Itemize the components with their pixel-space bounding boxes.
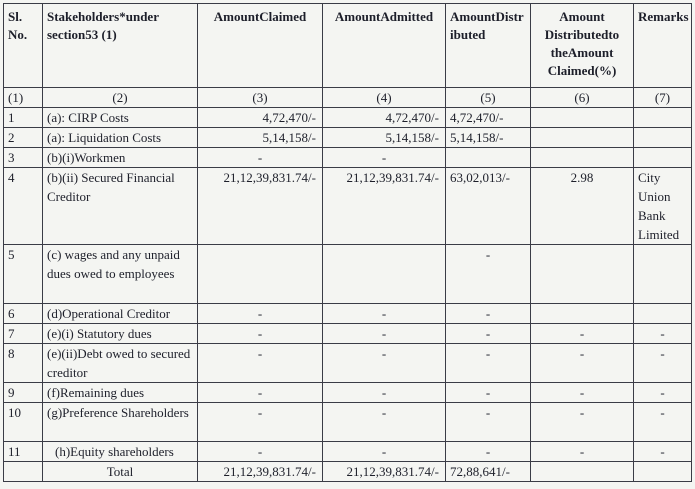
row-remarks: - <box>634 383 692 403</box>
row-remarks <box>634 108 692 128</box>
row-pct-distributed <box>531 108 634 128</box>
row-amount-claimed: 4,72,470/- <box>198 108 323 128</box>
row-pct-distributed <box>531 304 634 324</box>
row-pct-distributed: - <box>531 383 634 403</box>
table-row <box>4 168 692 245</box>
row-amount-admitted: - <box>323 403 446 442</box>
row-amount-claimed: - <box>198 304 323 324</box>
row-amount-admitted: - <box>323 304 446 324</box>
row-stakeholder: (b)(ii) Secured Financial Creditor <box>43 168 198 245</box>
row-amount-claimed: - <box>198 383 323 403</box>
row-amount-admitted: - <box>323 324 446 344</box>
table-row <box>4 304 692 324</box>
row-amount-distributed: - <box>446 344 531 383</box>
row-pct-distributed: - <box>531 403 634 442</box>
row-stakeholder: (d)Operational Creditor <box>43 304 198 324</box>
row-sl-no: 5 <box>4 245 43 304</box>
row-sl-no: 11 <box>4 442 43 462</box>
row-pct-distributed: - <box>531 344 634 383</box>
header-sl-no: Sl. No. <box>4 4 43 88</box>
row-sl-no: 9 <box>4 383 43 403</box>
row-amount-admitted: - <box>323 148 446 168</box>
row-stakeholder: (f)Remaining dues <box>43 383 198 403</box>
row-amount-distributed: - <box>446 245 531 304</box>
row-amount-claimed: - <box>198 344 323 383</box>
row-sl-no: 10 <box>4 403 43 442</box>
row-amount-admitted: 4,72,470/- <box>323 108 446 128</box>
total-remarks <box>634 462 692 482</box>
row-remarks: - <box>634 324 692 344</box>
column-number: (5) <box>446 88 531 108</box>
table-row <box>4 383 692 403</box>
total-admitted: 21,12,39,831.74/- <box>323 462 446 482</box>
distribution-table-container <box>3 3 691 482</box>
table-row <box>4 245 692 304</box>
table-row <box>4 324 692 344</box>
column-number: (6) <box>531 88 634 108</box>
row-remarks: - <box>634 344 692 383</box>
row-pct-distributed: 2.98 <box>531 168 634 245</box>
row-remarks: - <box>634 403 692 442</box>
header-amount-distributed: AmountDistributed <box>446 4 531 88</box>
row-sl-no: 4 <box>4 168 43 245</box>
header-amount-admitted: AmountAdmitted <box>323 4 446 88</box>
row-sl-no: 8 <box>4 344 43 383</box>
row-amount-claimed: 21,12,39,831.74/- <box>198 168 323 245</box>
column-number: (2) <box>43 88 198 108</box>
total-label: Total <box>43 462 198 482</box>
row-amount-claimed: - <box>198 442 323 462</box>
row-remarks <box>634 304 692 324</box>
row-stakeholder: (a): Liquidation Costs <box>43 128 198 148</box>
row-amount-admitted: - <box>323 344 446 383</box>
column-number: (3) <box>198 88 323 108</box>
header-remarks: Remarks <box>634 4 692 88</box>
row-amount-distributed: - <box>446 304 531 324</box>
row-pct-distributed <box>531 128 634 148</box>
row-sl-no: 1 <box>4 108 43 128</box>
row-amount-admitted: - <box>323 442 446 462</box>
row-amount-claimed: - <box>198 403 323 442</box>
header-pct-distributed: Amount Distributedto theAmount Claimed(%) <box>531 4 634 88</box>
header-stakeholders: Stakeholders*under section53 (1) <box>43 4 198 88</box>
row-stakeholder: (c) wages and any unpaid dues owed to employees <box>43 245 198 304</box>
row-amount-claimed: - <box>198 324 323 344</box>
row-sl-no: 6 <box>4 304 43 324</box>
row-amount-claimed <box>198 245 323 304</box>
row-pct-distributed: - <box>531 442 634 462</box>
column-number: (4) <box>323 88 446 108</box>
table-row <box>4 148 692 168</box>
row-amount-claimed: - <box>198 148 323 168</box>
row-pct-distributed <box>531 148 634 168</box>
table-row <box>4 403 692 442</box>
row-remarks <box>634 128 692 148</box>
row-sl-no: 2 <box>4 128 43 148</box>
row-amount-admitted: 21,12,39,831.74/- <box>323 168 446 245</box>
row-stakeholder: (g)Preference Shareholders <box>43 403 198 442</box>
total-pct <box>531 462 634 482</box>
column-number-row <box>4 88 692 108</box>
table-row <box>4 128 692 148</box>
column-number: (1) <box>4 88 43 108</box>
row-remarks <box>634 148 692 168</box>
row-remarks <box>634 245 692 304</box>
row-sl-no: 7 <box>4 324 43 344</box>
row-sl-no: 3 <box>4 148 43 168</box>
row-stakeholder: (b)(i)Workmen <box>43 148 198 168</box>
row-amount-distributed: - <box>446 403 531 442</box>
row-pct-distributed <box>531 245 634 304</box>
row-amount-claimed: 5,14,158/- <box>198 128 323 148</box>
row-amount-distributed: - <box>446 383 531 403</box>
total-distributed: 72,88,641/- <box>446 462 531 482</box>
row-amount-admitted: - <box>323 383 446 403</box>
row-stakeholder: (h)Equity shareholders <box>43 442 198 462</box>
total-sl-cell <box>4 462 43 482</box>
row-amount-distributed: 63,02,013/- <box>446 168 531 245</box>
row-amount-admitted: 5,14,158/- <box>323 128 446 148</box>
row-remarks: City Union Bank Limited <box>634 168 692 245</box>
distribution-table <box>3 3 692 482</box>
header-amount-claimed: AmountClaimed <box>198 4 323 88</box>
total-row <box>4 462 692 482</box>
table-row <box>4 442 692 462</box>
table-row <box>4 108 692 128</box>
column-number: (7) <box>634 88 692 108</box>
header-row <box>4 4 692 88</box>
row-amount-admitted <box>323 245 446 304</box>
row-amount-distributed: 5,14,158/- <box>446 128 531 148</box>
row-remarks: - <box>634 442 692 462</box>
row-pct-distributed: - <box>531 324 634 344</box>
row-amount-distributed: - <box>446 442 531 462</box>
row-amount-distributed: - <box>446 324 531 344</box>
row-stakeholder: (e)(i) Statutory dues <box>43 324 198 344</box>
table-row <box>4 344 692 383</box>
row-amount-distributed: 4,72,470/- <box>446 108 531 128</box>
total-claimed: 21,12,39,831.74/- <box>198 462 323 482</box>
row-amount-distributed <box>446 148 531 168</box>
row-stakeholder: (a): CIRP Costs <box>43 108 198 128</box>
row-stakeholder: (e)(ii)Debt owed to secured creditor <box>43 344 198 383</box>
